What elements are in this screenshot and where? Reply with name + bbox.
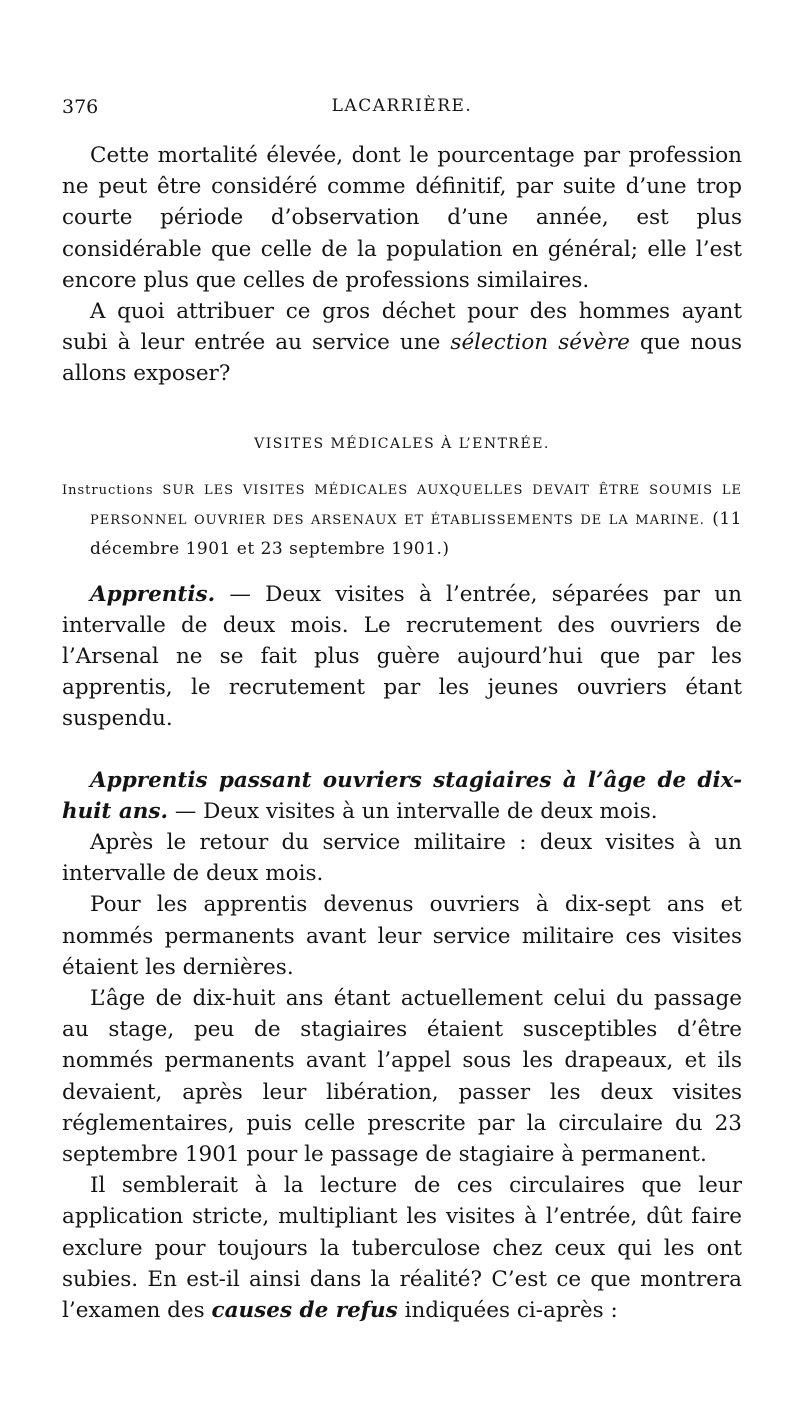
paragraph-permanents: Pour les apprentis devenus ouvriers à dix-sept ans et nommés permanents avant leur service militaire ces visites étaient les dernières. — [62, 892, 742, 980]
paragraph-circulaires-start: Il semblerait à la lecture de ces circulaires que leur application stricte, multipliant les visites à l’entrée, dût faire exclure pour toujours la tuberculose chez ceux qui les ont subies. En est-il ainsi dans la réalité? C’est ce que montrera l’examen des — [62, 1173, 742, 1324]
apprentis-text: — Deux visites à l’entrée, séparées par un intervalle de deux mois. Le recrutement des ouvriers de l’Arsenal ne se fait plus guère aujourd’hui que par les apprentis, le recrutement par les jeunes ouvriers étant suspendu. — [62, 581, 742, 732]
instructions-heading — [62, 476, 742, 565]
selection-severe-emphasis: sélection sévère — [450, 330, 630, 356]
paragraph-circulaires — [62, 1170, 742, 1326]
apprentis-passant-text: — Deux visites à un intervalle de deux mois. — [168, 798, 658, 824]
page-body — [62, 140, 742, 1326]
page-number: 376 — [62, 96, 99, 118]
instructions-body: SUR LES VISITES MÉDICALES AUXQUELLES DEVAIT ÊTRE SOUMIS LE PERSONNEL OUVRIER DES ARSENAUX ET ÉTABLISSEMENTS DE LA MARINE. — [90, 482, 742, 528]
paragraph-mortalite: Cette mortalité élevée, dont le pourcentage par profession ne peut être considéré comme définitif, par suite d’une trop courte période d’observation d’une année, est plus considérable que celle de la population en général; elle l’est encore plus que celles de professions similaires. — [62, 143, 742, 293]
paragraph-dechet-end: que nous allons exposer? — [62, 330, 742, 387]
paragraph-dechet-start: A quoi attribuer ce gros déchet pour des hommes ayant subi à leur entrée au service une — [62, 299, 742, 356]
apprentis-label: Apprentis. — [90, 581, 216, 607]
paragraph-age-stage: L’âge de dix-huit ans étant actuellement celui du passage au stage, peu de stagiaires étaient susceptibles d’être nommés permanents avant l’appel sous les drapeaux, et ils devaient, après leur libération, passer les deux visites réglementaires, puis celle prescrite par la circulaire du 23 septembre 1901 pour le passage de stagiaire à permanent. — [62, 986, 742, 1168]
causes-de-refus-emphasis: causes de refus — [211, 1298, 398, 1324]
page-header — [62, 96, 742, 122]
apprentis-passant-label: Apprentis passant ouvriers stagiaires à l’âge de dix-huit ans. — [62, 767, 742, 824]
paragraph-apprentis-passant — [62, 765, 742, 827]
instructions-dates: (11 décembre 1901 et 23 septembre 1901.) — [90, 508, 742, 559]
section-title: VISITES MÉDICALES À L’ENTRÉE. — [254, 435, 550, 452]
running-head: LACARRIÈRE. — [331, 96, 473, 116]
paragraph-dechet — [62, 296, 742, 390]
paragraph-retour-service: Après le retour du service militaire : deux visites à un intervalle de deux mois. — [62, 830, 742, 887]
instructions-lead: Instructions — [62, 482, 154, 498]
paragraph-apprentis — [62, 579, 742, 735]
paragraph-circulaires-end: indiquées ci-après : — [397, 1298, 618, 1324]
